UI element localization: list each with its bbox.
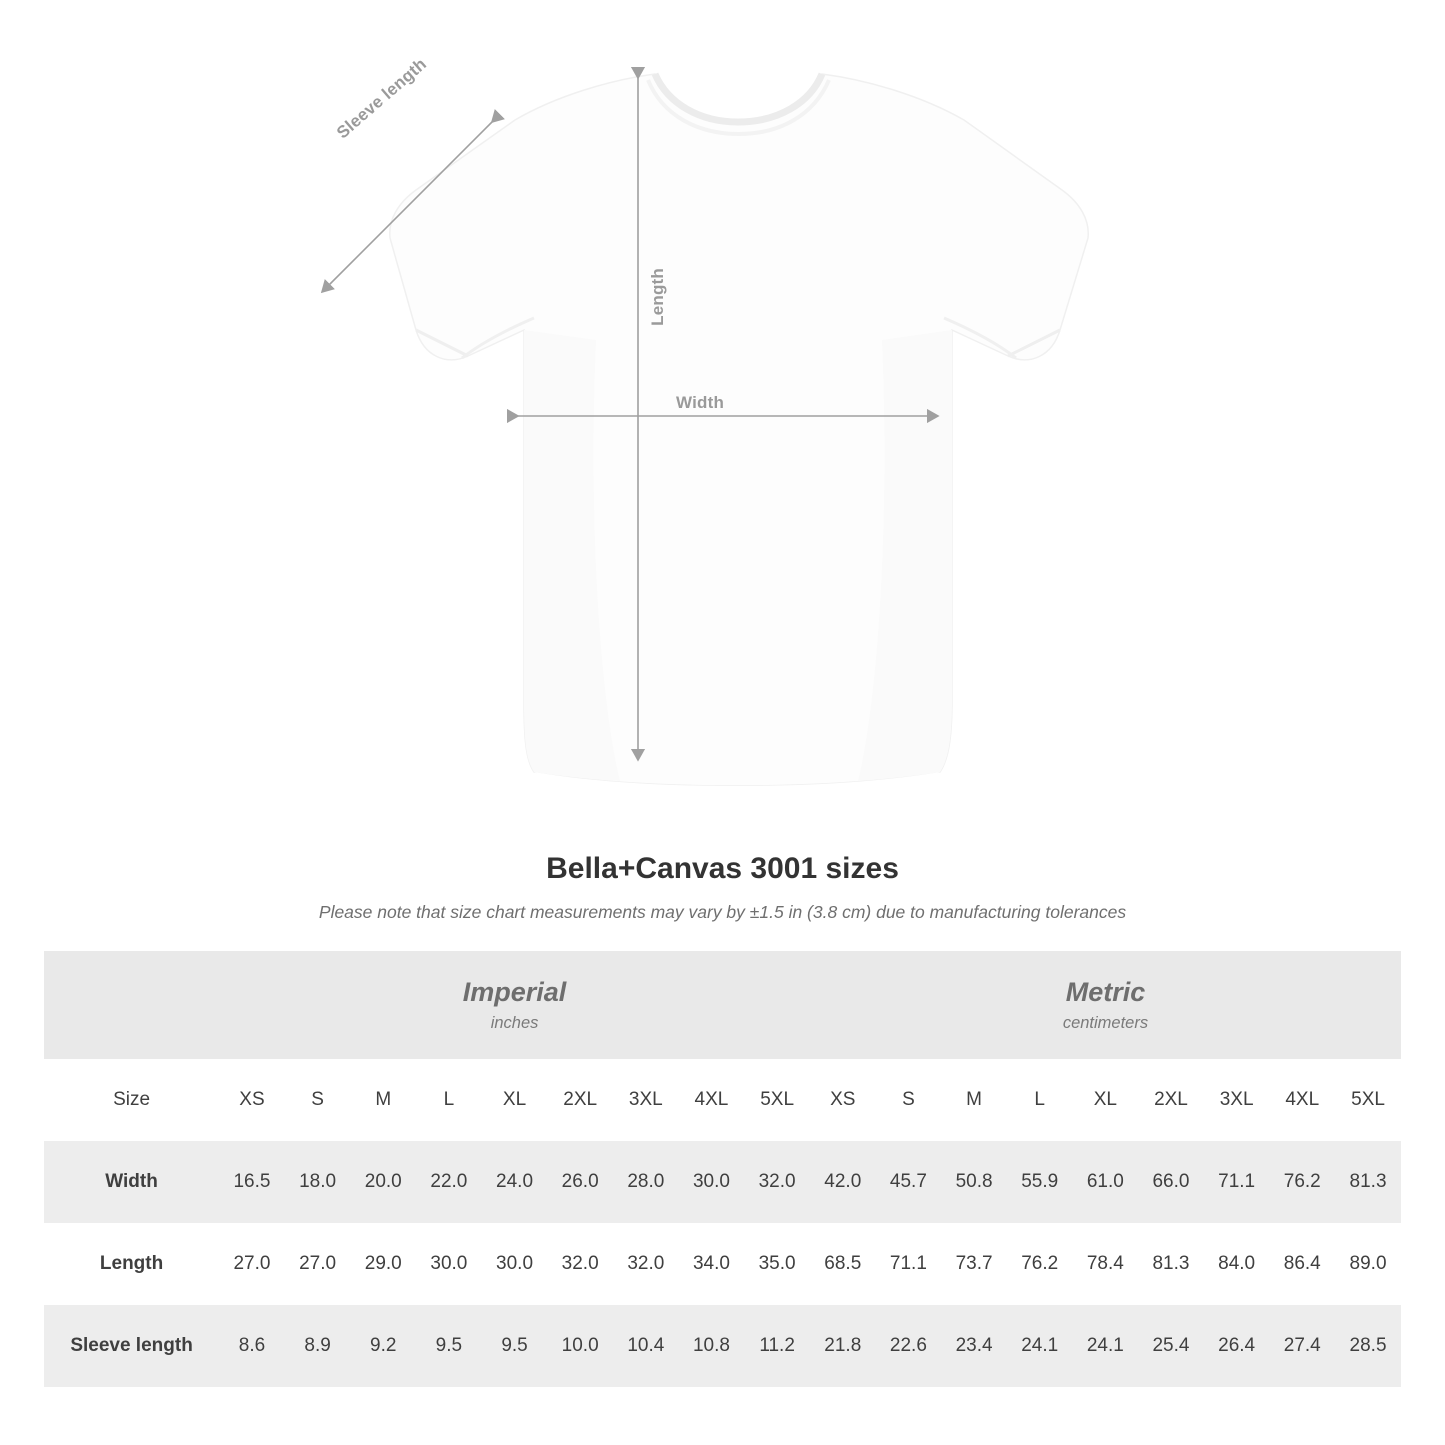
- size-column-header: Size: [44, 1059, 219, 1141]
- measurement-cell: 21.8: [810, 1305, 876, 1387]
- unit-header-spacer: [44, 951, 219, 1059]
- size-header-cell: 2XL: [547, 1059, 613, 1141]
- size-header-cell: XS: [810, 1059, 876, 1141]
- table-row: [44, 1223, 1401, 1305]
- measurement-cell: 16.5: [219, 1141, 285, 1223]
- measurement-cell: 26.4: [1204, 1305, 1270, 1387]
- measurement-cell: 10.0: [547, 1305, 613, 1387]
- measurement-cell: 78.4: [1086, 1253, 1124, 1274]
- measurement-cell: 32.0: [744, 1141, 810, 1223]
- size-header-cell: XS: [219, 1059, 285, 1141]
- unit-group-name: Imperial: [462, 977, 567, 1007]
- measurement-cell: 76.2: [1021, 1253, 1059, 1274]
- measurement-cell: 10.4: [613, 1305, 679, 1387]
- title-block: [0, 852, 1445, 923]
- measurement-cell: 27.4: [1269, 1305, 1335, 1387]
- size-header-cell: M: [350, 1059, 416, 1141]
- measurement-cell: 25.4: [1138, 1305, 1204, 1387]
- size-header-cell: S: [285, 1059, 351, 1141]
- size-header-cell: 2XL: [1138, 1059, 1204, 1141]
- measurement-cell: 73.7: [955, 1253, 993, 1274]
- unit-group-sub: centimeters: [1062, 1014, 1149, 1032]
- measurement-cell: 81.3: [1335, 1141, 1401, 1223]
- measurement-cell: 8.6: [219, 1305, 285, 1387]
- measurement-cell: 24.1: [1007, 1305, 1073, 1387]
- size-table: [44, 951, 1401, 1387]
- measurement-cell: 71.1: [889, 1253, 927, 1274]
- measurement-cell: 81.3: [1152, 1253, 1190, 1274]
- measurement-cell: 66.0: [1138, 1141, 1204, 1223]
- measurement-cell: 50.8: [941, 1141, 1007, 1223]
- measurement-cell: 71.1: [1204, 1141, 1270, 1223]
- measurement-cell: 34.0: [692, 1253, 730, 1274]
- measurement-cell: 42.0: [810, 1141, 876, 1223]
- sleeve-length-dimension-label: Sleeve length: [333, 54, 431, 143]
- measurement-cell: 9.5: [416, 1305, 482, 1387]
- measurement-cell: 22.6: [876, 1305, 942, 1387]
- size-header-cell: 3XL: [1204, 1059, 1270, 1141]
- unit-group-sub: inches: [490, 1014, 539, 1032]
- unit-group-metric: [810, 951, 1401, 1059]
- tolerance-note: Please note that size chart measurements may vary by ±1.5 in (3.8 cm) due to manufacturing tolerances: [318, 902, 1127, 922]
- measurement-cell: 23.4: [941, 1305, 1007, 1387]
- size-header-cell: 3XL: [613, 1059, 679, 1141]
- measurement-row-label: Sleeve length: [44, 1305, 219, 1387]
- measurement-cell: 28.0: [613, 1141, 679, 1223]
- size-header-cell: S: [876, 1059, 942, 1141]
- measurement-cell: 11.2: [744, 1305, 810, 1387]
- size-header-cell: 4XL: [679, 1059, 745, 1141]
- measurement-cell: 32.0: [561, 1253, 599, 1274]
- measurement-cell: 76.2: [1269, 1141, 1335, 1223]
- measurement-cell: 26.0: [547, 1141, 613, 1223]
- length-dimension-label: Length: [648, 268, 667, 326]
- page-title: Bella+Canvas 3001 sizes: [546, 852, 899, 885]
- measurement-cell: 30.0: [679, 1141, 745, 1223]
- width-dimension-label: Width: [676, 393, 725, 412]
- measurement-cell: 61.0: [1073, 1141, 1139, 1223]
- measurement-cell: 18.0: [285, 1141, 351, 1223]
- measurement-cell: 9.5: [482, 1305, 548, 1387]
- measurement-cell: 30.0: [430, 1253, 468, 1274]
- size-header-cell: L: [1007, 1059, 1073, 1141]
- column-header-row: [44, 1059, 1401, 1141]
- size-header-cell: 5XL: [744, 1059, 810, 1141]
- measurement-cell: 28.5: [1335, 1305, 1401, 1387]
- size-table-wrapper: [44, 951, 1401, 1387]
- measurement-cell: 8.9: [285, 1305, 351, 1387]
- measurement-cell: 45.7: [876, 1141, 942, 1223]
- measurement-cell: 32.0: [627, 1253, 665, 1274]
- measurement-cell: 84.0: [1218, 1253, 1256, 1274]
- measurement-cell: 20.0: [350, 1141, 416, 1223]
- measurement-row-label: Length: [99, 1253, 164, 1274]
- measurement-cell: 22.0: [416, 1141, 482, 1223]
- measurement-cell: 68.5: [824, 1253, 862, 1274]
- unit-group-imperial: [219, 951, 810, 1059]
- measurement-cell: 89.0: [1349, 1253, 1387, 1274]
- unit-group-name: Metric: [1065, 977, 1146, 1007]
- size-header-cell: XL: [482, 1059, 548, 1141]
- size-header-cell: M: [941, 1059, 1007, 1141]
- measurement-cell: 55.9: [1007, 1141, 1073, 1223]
- measurement-cell: 30.0: [496, 1253, 534, 1274]
- size-header-cell: 5XL: [1335, 1059, 1401, 1141]
- size-header-cell: XL: [1073, 1059, 1139, 1141]
- measurement-row-label: Width: [44, 1141, 219, 1223]
- measurement-cell: 27.0: [299, 1253, 337, 1274]
- measurement-cell: 9.2: [350, 1305, 416, 1387]
- unit-header-row: [44, 951, 1401, 1059]
- table-row: [44, 1141, 1401, 1223]
- measurement-cell: 10.8: [679, 1305, 745, 1387]
- measurement-cell: 35.0: [758, 1253, 796, 1274]
- size-header-cell: 4XL: [1269, 1059, 1335, 1141]
- measurement-cell: 24.0: [482, 1141, 548, 1223]
- size-header-cell: L: [416, 1059, 482, 1141]
- measurement-cell: 86.4: [1283, 1253, 1321, 1274]
- measurement-cell: 29.0: [364, 1253, 402, 1274]
- table-row: [44, 1305, 1401, 1387]
- measurement-cell: 27.0: [233, 1253, 271, 1274]
- measurement-cell: 24.1: [1073, 1305, 1139, 1387]
